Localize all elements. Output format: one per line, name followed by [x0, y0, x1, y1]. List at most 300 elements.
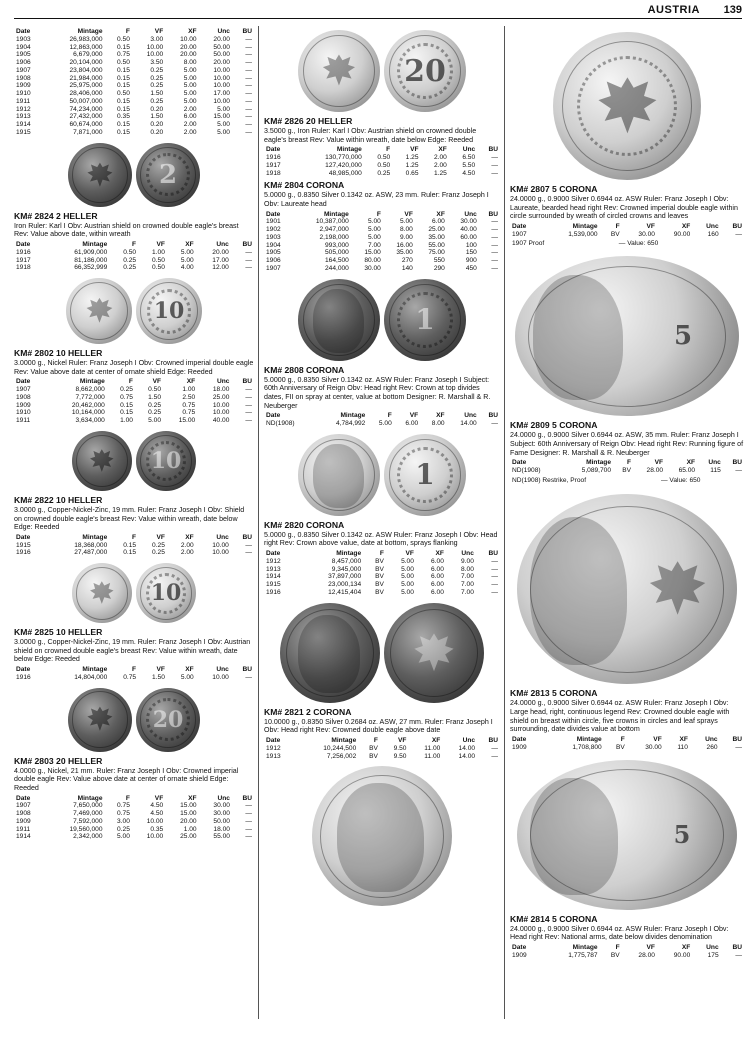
table-cell: 5.00 [217, 128, 230, 136]
column-header: VF [404, 210, 413, 218]
catalog-entry-2809 [510, 420, 744, 484]
column-header: Unc [705, 736, 718, 743]
table-cell: 1907 [16, 66, 31, 74]
coin-description: 24.0000 g., 0.9000 Silver 0.6944 oz. ASW, 35 mm. Ruler: Franz Joseph I Subject: 60th Anniversary of Reign Obv: Head right Rev: Running figure of Fame Designer: R. Marshall & R. Neuberger [510, 431, 744, 457]
table-row [14, 90, 254, 98]
column-header: VF [654, 459, 664, 467]
table-cell: 1904 [16, 43, 31, 51]
table-cell: 0.50 [123, 248, 137, 256]
column-header: F [376, 210, 381, 218]
table-cell: 30.00 [364, 264, 381, 272]
table-cell: 1902 [266, 226, 281, 234]
table-cell: ND(1908) [512, 466, 541, 474]
table-row [264, 234, 500, 242]
table-row [264, 745, 500, 753]
table-row [14, 409, 254, 417]
table-cell: 1904 [266, 241, 281, 249]
table-cell: 1903 [266, 233, 281, 241]
table-cell: 10.00 [146, 51, 164, 59]
price-table [510, 736, 744, 752]
table-row [264, 566, 500, 574]
coin-pair: 5 [515, 256, 739, 416]
column-header: Unc [461, 550, 474, 558]
table-cell: 1903 [16, 35, 31, 43]
table-cell: 21,984,000 [69, 74, 103, 82]
table-cell: — [245, 264, 252, 272]
table-row [510, 467, 744, 475]
column-header: F [132, 533, 137, 541]
column-header: Mintage [82, 666, 108, 674]
km-heading: KM# 2809 5 CORONA [510, 420, 598, 431]
column-header: Unc [216, 666, 229, 674]
table-cell: 19,560,000 [69, 825, 103, 833]
table-cell: 5.00 [400, 218, 413, 226]
table-cell: — [491, 257, 498, 265]
table-row [14, 818, 254, 826]
table-cell: 5.00 [183, 82, 197, 90]
column-header: BU [242, 794, 252, 802]
column-header: Mintage [82, 533, 108, 541]
table-cell: — [491, 169, 498, 177]
column-header: Date [266, 737, 281, 744]
price-table [264, 550, 500, 597]
eagle-icon [85, 575, 119, 611]
catalog-entry-2826 [264, 116, 500, 177]
column-header: F [626, 459, 631, 467]
column-header: Unc [706, 222, 719, 230]
table-cell: 5.00 [183, 90, 197, 98]
table-cell: 8.00 [183, 59, 197, 67]
column-header: BU [732, 222, 742, 230]
table-cell: — [245, 817, 252, 825]
coin-images [264, 766, 500, 906]
catalog-entry-2802 [14, 348, 254, 425]
price-table [14, 241, 254, 272]
table-cell: 1907 [266, 264, 281, 272]
table-cell: 1.25 [405, 154, 419, 162]
table-cell: 14,804,000 [74, 673, 108, 681]
column-header: BU [242, 241, 252, 248]
table-cell: 2.00 [183, 121, 197, 129]
table-cell: — [245, 541, 252, 549]
table-row [264, 420, 500, 428]
catalog-entry-2820 [264, 520, 500, 597]
table-cell: 1.50 [152, 673, 165, 681]
coin-description: 5.0000 g., 0.8350 Silver 0.1342 oz. ASW Ruler: Franz Joseph I Obv: Head right Rev: Crown above value, date at bottom, sprays flanking [264, 530, 498, 548]
table-cell: 1912 [266, 744, 281, 752]
coin-obverse [68, 688, 132, 752]
km-heading: KM# 2821 2 CORONA [264, 706, 352, 717]
table-cell: BV [369, 752, 378, 760]
table-row [264, 589, 500, 597]
catalog-entry-2807 [510, 184, 744, 248]
table-cell: BV [375, 581, 384, 589]
table-row [14, 51, 254, 59]
table-header [510, 459, 744, 467]
column-header: Unc [464, 210, 477, 218]
table-cell: 1907 [16, 802, 31, 810]
table-cell: 3.50 [150, 59, 164, 67]
coin-images [510, 760, 744, 910]
table-cell: 8.00 [461, 565, 474, 573]
table-cell: 5.00 [180, 248, 194, 256]
table-cell: 2,947,000 [319, 226, 349, 234]
table-cell: 0.15 [123, 541, 137, 549]
coin-images [14, 563, 254, 623]
table-cell: 27,432,000 [69, 113, 103, 121]
column-header: VF [152, 378, 161, 386]
column-header: F [386, 146, 391, 154]
table-cell: 14.00 [460, 420, 477, 428]
table-row [14, 394, 254, 402]
km-heading: KM# 2804 CORONA [264, 180, 345, 191]
table-cell: 0.50 [117, 35, 130, 43]
table-cell: 12.00 [212, 264, 229, 272]
column-header: BU [488, 550, 498, 558]
table-cell: — [245, 673, 252, 681]
column-header: XF [188, 28, 197, 35]
table-cell: 7,256,002 [326, 752, 357, 760]
table-cell: 20.00 [213, 35, 230, 43]
table-cell: 11.00 [424, 752, 441, 760]
table-cell: 17.00 [213, 90, 230, 98]
column-header: Unc [216, 533, 229, 541]
coin-pair: 5 [517, 760, 737, 910]
coin-description: 10.0000 g., 0.8350 Silver 0.2684 oz. ASW, 27 mm. Ruler: Franz Joseph I Obv: Head right Rev: Crowned double eagle above date [264, 717, 493, 735]
table-cell: — [491, 249, 498, 257]
table-cell: — [245, 256, 252, 264]
table-cell: 0.75 [123, 673, 137, 681]
km-heading: KM# 2824 2 HELLER [14, 210, 98, 221]
table-cell: 0.15 [117, 74, 130, 82]
table-row [264, 249, 500, 257]
table-cell: 15.00 [180, 802, 197, 810]
table-cell: 40.00 [460, 226, 477, 234]
table-cell: 4.50 [150, 810, 164, 818]
column-header: XF [185, 666, 194, 674]
table-cell: 6.00 [405, 420, 419, 428]
table-cell: 2.00 [183, 128, 197, 136]
table-cell: 28.00 [646, 466, 664, 474]
table-cell: 1912 [16, 105, 31, 113]
column-header: VF [154, 794, 164, 802]
table-cell: — [491, 226, 498, 234]
table-cell: 7,592,000 [73, 817, 103, 825]
table-row [14, 417, 254, 425]
coin-reverse: 10 [136, 278, 202, 344]
table-cell: 10.00 [212, 541, 229, 549]
table-cell: 10,164,000 [71, 409, 105, 417]
column-header: XF [186, 378, 196, 386]
table-cell: 1916 [266, 588, 281, 596]
table-header [14, 795, 254, 803]
table-row [14, 674, 254, 682]
table-cell: — [245, 105, 252, 113]
table-row [264, 162, 500, 170]
table-cell: 66,352,999 [74, 264, 108, 272]
table-cell: 7.00 [461, 581, 474, 589]
column-header: Date [266, 412, 281, 420]
table-cell: 0.25 [152, 541, 165, 549]
column-header: Mintage [77, 28, 103, 35]
coin-obverse [280, 603, 380, 703]
table-cell: 1915 [16, 541, 31, 549]
table-cell: 0.25 [148, 401, 161, 409]
table-cell: 0.75 [117, 810, 130, 818]
table-cell: 1916 [266, 154, 281, 162]
table-cell: 0.25 [148, 409, 161, 417]
coin-obverse [298, 30, 380, 112]
table-row [264, 753, 500, 761]
table-cell: 0.15 [117, 105, 130, 113]
table-cell: 0.75 [182, 409, 196, 417]
table-cell: — [491, 581, 498, 589]
table-cell: 5.00 [401, 565, 414, 573]
table-cell: 1906 [16, 59, 31, 67]
table-cell: 0.25 [123, 264, 137, 272]
table-cell: 12,415,404 [328, 588, 362, 596]
table-cell: 0.50 [152, 256, 165, 264]
table-row [14, 75, 254, 83]
table-cell: 10.00 [213, 82, 230, 90]
table-row [264, 558, 500, 566]
table-row [14, 402, 254, 410]
table-cell: 10.00 [146, 833, 164, 841]
table-cell: 1911 [16, 417, 31, 425]
table-cell: 6.00 [431, 557, 444, 565]
table-cell: 0.35 [117, 113, 130, 121]
table-cell: 1914 [16, 121, 31, 129]
column-header: Mintage [340, 412, 366, 420]
table-cell: 10.00 [213, 97, 230, 105]
table-cell: 140 [401, 264, 413, 272]
table-cell: 23,804,000 [69, 66, 103, 74]
table-cell: — [491, 218, 498, 226]
table-cell: 1,775,787 [568, 951, 598, 959]
column-header: VF [156, 241, 165, 248]
table-cell: 60.00 [460, 233, 477, 241]
table-cell: 4.00 [180, 264, 194, 272]
table-cell: 10.00 [212, 409, 230, 417]
column-3 [510, 26, 744, 959]
table-cell: 0.50 [377, 154, 391, 162]
table-cell: 15.00 [364, 249, 381, 257]
table-cell: 1908 [16, 393, 31, 401]
table-cell: 11.00 [424, 744, 441, 752]
page-number: 139 [723, 4, 742, 16]
table-cell: 0.15 [117, 128, 130, 136]
column-header: F [620, 736, 625, 743]
table-row [14, 67, 254, 75]
price-table [14, 795, 254, 842]
table-cell: 8,457,000 [331, 557, 362, 565]
eagle-icon [316, 46, 362, 95]
table-cell: 1.00 [182, 386, 196, 394]
column-header: BU [488, 412, 498, 420]
table-row [14, 36, 254, 44]
table-cell: 0.25 [117, 825, 130, 833]
table-cell: 6.00 [431, 588, 444, 596]
table-cell: 1901 [266, 218, 281, 226]
catalog-entry-2825 [14, 627, 254, 681]
table-cell: 15.00 [213, 113, 230, 121]
table-cell: 1916 [16, 673, 31, 681]
table-cell: 0.25 [150, 97, 164, 105]
column-header: Date [512, 459, 527, 467]
coin-images [264, 279, 500, 361]
table-cell: — [245, 59, 252, 67]
table-cell: 20.00 [213, 59, 230, 67]
table-cell: 28.00 [638, 951, 655, 959]
column-header: Date [266, 146, 281, 154]
table-cell: 7,772,000 [75, 393, 105, 401]
table-header [14, 28, 254, 36]
table-cell: — [245, 113, 252, 121]
km-heading: KM# 2814 5 CORONA [510, 913, 598, 924]
column-header: XF [681, 222, 691, 230]
table-header [510, 736, 744, 744]
table-cell: 12,863,000 [69, 43, 103, 51]
table-cell: 50.00 [213, 817, 230, 825]
table-cell: 55.00 [428, 241, 445, 249]
table-cell: — [245, 128, 252, 136]
column-header: Unc [462, 146, 476, 154]
table-cell: 5.00 [368, 218, 381, 226]
table-cell: 18.00 [213, 825, 230, 833]
column-header: Unc [462, 737, 476, 744]
table-cell: 1909 [16, 82, 31, 90]
table-cell: 7,650,000 [73, 802, 103, 810]
table-cell: 30.00 [460, 218, 477, 226]
table-cell: 2,342,000 [73, 833, 103, 841]
column-header: Mintage [572, 222, 598, 230]
table-cell: 90.00 [673, 230, 691, 238]
table-cell: 1914 [266, 573, 281, 581]
catalog-entry-2814 [510, 914, 744, 960]
column-header: Date [16, 533, 31, 541]
table-cell: 50.00 [213, 43, 230, 51]
table-cell: 0.25 [150, 82, 164, 90]
table-cell: 0.15 [117, 82, 130, 90]
table-cell: 48,985,000 [328, 169, 362, 177]
table-cell: 1905 [266, 249, 281, 257]
table-cell: 1909 [16, 401, 31, 409]
table-cell: — [245, 35, 252, 43]
table-cell: 65.00 [678, 466, 696, 474]
table-cell: BV [610, 951, 620, 959]
table-header [14, 241, 254, 249]
column-header: F [132, 666, 137, 674]
table-cell: 5.00 [183, 97, 197, 105]
table-cell: 900 [465, 257, 477, 265]
table-cell: 1912 [266, 557, 281, 565]
table-cell: 1908 [16, 74, 31, 82]
table-cell: 4.50 [150, 802, 164, 810]
km-heading: KM# 2803 20 HELLER [14, 755, 103, 766]
table-cell: 5.00 [401, 573, 414, 581]
column-header: Date [16, 378, 31, 386]
table-cell: 14.00 [458, 752, 476, 760]
table-header [264, 211, 500, 219]
table-cell: 17.00 [212, 256, 229, 264]
table-cell: 10.00 [212, 673, 229, 681]
table-cell: 1917 [16, 256, 31, 264]
column-header: F [125, 794, 130, 802]
table-cell: 2.50 [182, 393, 196, 401]
table-row [14, 549, 254, 557]
table-cell: 74,234,000 [69, 105, 103, 113]
table-cell: 20.00 [180, 43, 197, 51]
table-cell: 5.00 [378, 420, 392, 428]
table-cell: 0.20 [150, 128, 164, 136]
coin-reverse [553, 32, 701, 180]
table-row [14, 106, 254, 114]
table-cell: — [245, 401, 252, 409]
table-cell: 1913 [266, 565, 281, 573]
table-row [510, 952, 744, 960]
coin-description: 24.0000 g., 0.9000 Silver 0.6944 oz. ASW Ruler: Franz Joseph I Obv: Head right Rev: National arms, date below divides denomination [510, 924, 729, 942]
table-cell: — [491, 161, 498, 169]
table-row [264, 573, 500, 581]
table-cell: 5.00 [368, 233, 381, 241]
table-cell: 260 [706, 743, 718, 751]
table-cell: 5,089,700 [581, 466, 612, 474]
table-cell: — [491, 744, 498, 752]
table-cell: 0.50 [377, 161, 391, 169]
coin-obverse [312, 766, 452, 906]
table-cell: 2.00 [183, 105, 197, 113]
table-cell: 7.00 [461, 573, 474, 581]
table-cell: 0.15 [117, 121, 130, 129]
column-header: BU [242, 28, 252, 35]
column-header: Unc [464, 412, 477, 420]
table-cell: 1918 [266, 169, 281, 177]
column-header: F [128, 378, 133, 386]
table-cell: 1.00 [183, 825, 197, 833]
table-cell: 1909 [512, 743, 527, 751]
table-cell: 9.00 [461, 557, 474, 565]
coin-obverse [72, 431, 132, 491]
table-cell: — [245, 417, 252, 425]
table-cell: 35.00 [396, 249, 413, 257]
column-1 [14, 26, 254, 841]
coin-obverse [72, 563, 132, 623]
column-header: VF [646, 222, 655, 230]
table-cell: 3.00 [150, 35, 164, 43]
column-divider [504, 26, 505, 1019]
table-cell: 0.15 [117, 66, 130, 74]
table-cell: 30.00 [638, 230, 655, 238]
table-cell: — [245, 248, 252, 256]
km-heading: KM# 2822 10 HELLER [14, 494, 103, 505]
table-cell: 10,244,500 [323, 744, 357, 752]
column-header: Date [512, 222, 527, 230]
table-cell: — [735, 951, 742, 959]
table-cell: 5.00 [401, 557, 414, 565]
catalog-entry-2824 [14, 211, 254, 272]
catalog-entry-2803 [14, 756, 254, 842]
table-cell: 1.25 [405, 161, 419, 169]
table-cell: 1,708,800 [572, 743, 602, 751]
table-header [14, 666, 254, 674]
column-header: BU [488, 210, 498, 218]
table-cell: 35.00 [428, 233, 445, 241]
catalog-entry-2804 [264, 180, 500, 272]
column-header: Unc [216, 241, 229, 248]
column-header: VF [156, 666, 165, 674]
table-cell: 25.00 [180, 833, 197, 841]
table-header [14, 534, 254, 542]
